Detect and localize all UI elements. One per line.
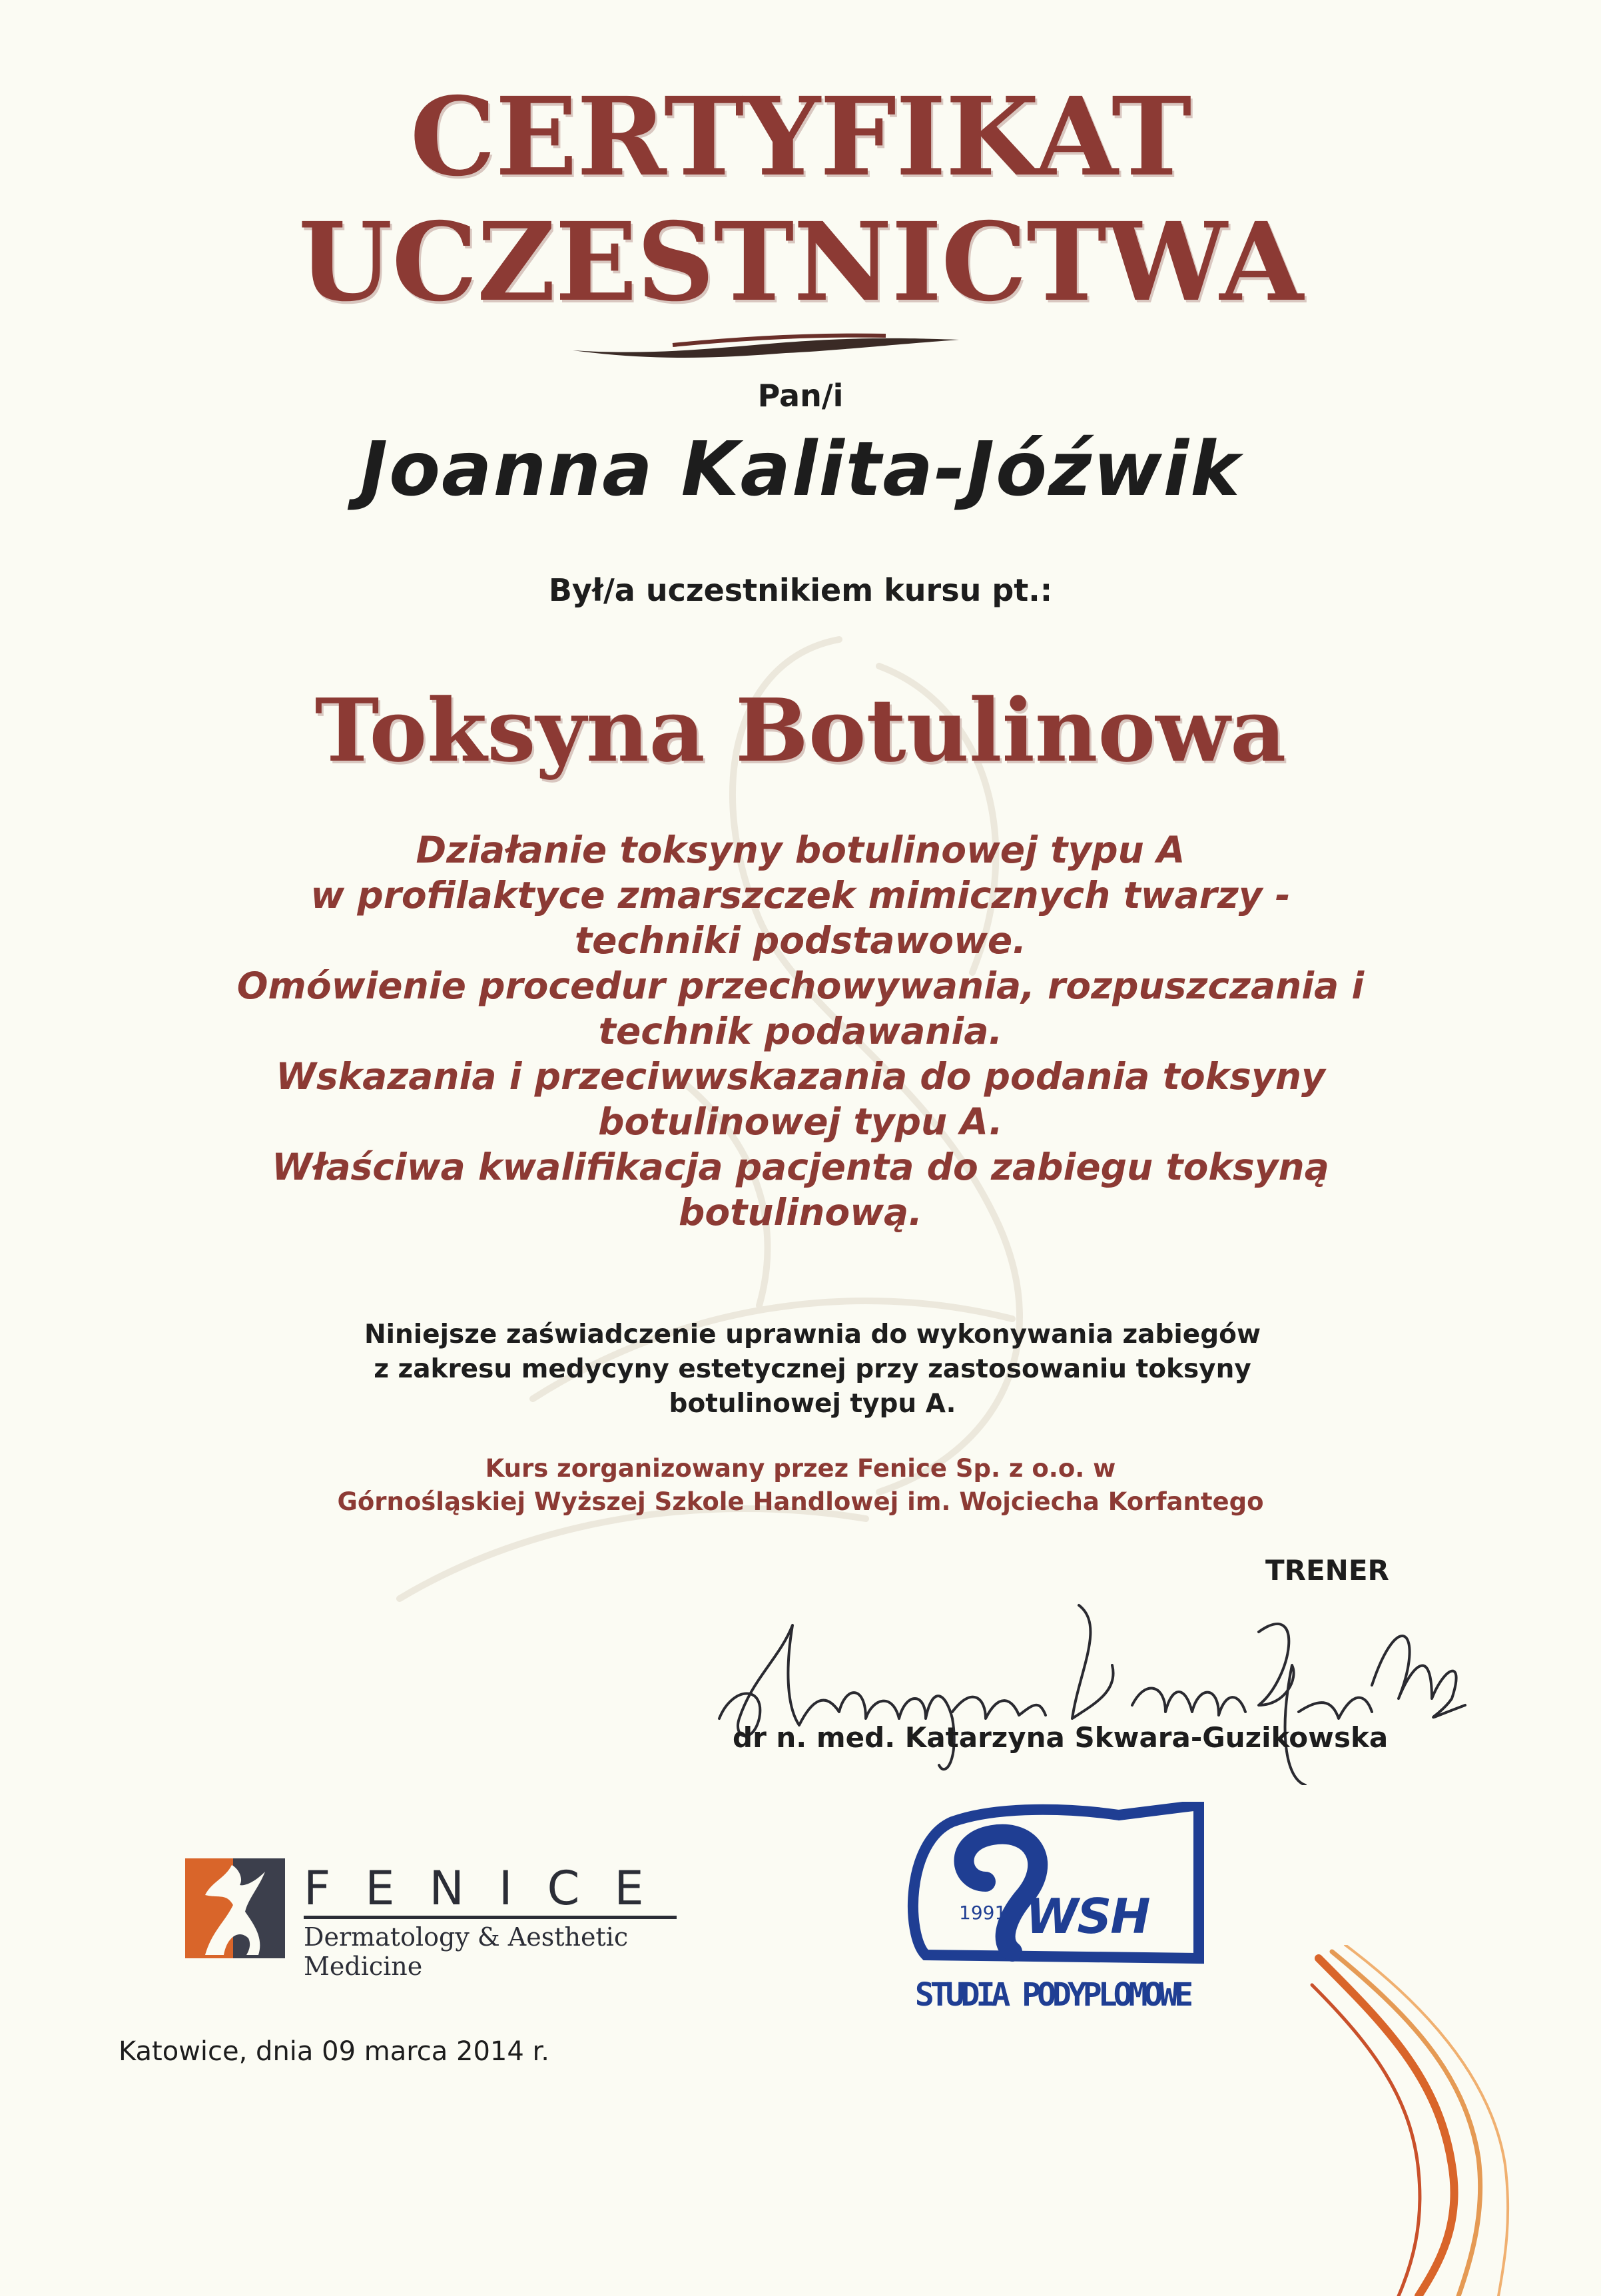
fenice-name: FENICE — [304, 1861, 679, 1916]
trainer-name: dr n. med. Katarzyna Skwara-Guzikowska — [733, 1721, 1389, 1754]
gwsh-logo — [899, 1802, 1205, 2022]
course-description — [0, 827, 1601, 1235]
salutation: Pan/i — [757, 378, 844, 414]
description-line: Działanie toksyny botulinowej typu A — [416, 829, 1185, 871]
organizer-line: Górnośląskiej Wyższej Szkole Handlowej im. Wojciecha Korfantego — [337, 1487, 1264, 1516]
certificate-title-line-2: UCZESTNICTWA — [298, 199, 1303, 326]
brush-stroke-ornament — [573, 325, 959, 365]
description-line: botulinowej typu A. — [598, 1100, 1003, 1143]
description-line: technik podawania. — [598, 1010, 1003, 1052]
gwsh-caption: STUDIA PODYPLOMOWE — [914, 1976, 1190, 2014]
authorization-line: Niniejsze zaświadczenie uprawnia do wykonywania zabiegów — [364, 1320, 1261, 1349]
decorative-flame-swirl — [1305, 1945, 1601, 2296]
organizer-text — [0, 1452, 1601, 1519]
certificate-title-line-1: CERTYFIKAT — [410, 74, 1191, 200]
participation-text: Był/a uczestnikiem kursu pt.: — [548, 572, 1053, 608]
authorization-text — [0, 1318, 1601, 1421]
organizer-line: Kurs zorganizowany przez Fenice Sp. z o.o. w — [485, 1454, 1116, 1483]
trainer-label: TRENER — [1265, 1554, 1389, 1587]
fenice-divider — [304, 1916, 677, 1919]
description-line: Wskazania i przeciwwskazania do podania toksyny — [276, 1055, 1325, 1098]
trainer-signature — [706, 1585, 1478, 1785]
description-line: w profilaktyce zmarszczek mimicznych twarzy - — [310, 874, 1291, 917]
description-line: botulinową. — [678, 1191, 923, 1234]
course-title: Toksyna Botulinowa — [314, 679, 1287, 781]
fenice-logo — [185, 1858, 691, 1981]
authorization-line: botulinowej typu A. — [669, 1389, 956, 1419]
fenice-figure-icon — [185, 1858, 285, 1958]
gwsh-year: 1991 — [959, 1902, 1007, 1924]
participant-name: Joanna Kalita-Jóźwik — [360, 426, 1241, 513]
description-line: techniki podstawowe. — [574, 919, 1027, 962]
gwsh-letters: WSH — [1026, 1888, 1149, 1944]
description-line: Omówienie procedur przechowywania, rozpuszczania i — [236, 964, 1365, 1007]
description-line: Właściwa kwalifikacja pacjenta do zabiegu toksyną — [272, 1146, 1329, 1188]
fenice-tagline: Dermatology & Aesthetic Medicine — [304, 1922, 629, 1981]
authorization-line: z zakresu medycyny estetycznej przy zastosowaniu toksyny — [374, 1354, 1251, 1384]
place-and-date: Katowice, dnia 09 marca 2014 r. — [119, 2036, 550, 2067]
